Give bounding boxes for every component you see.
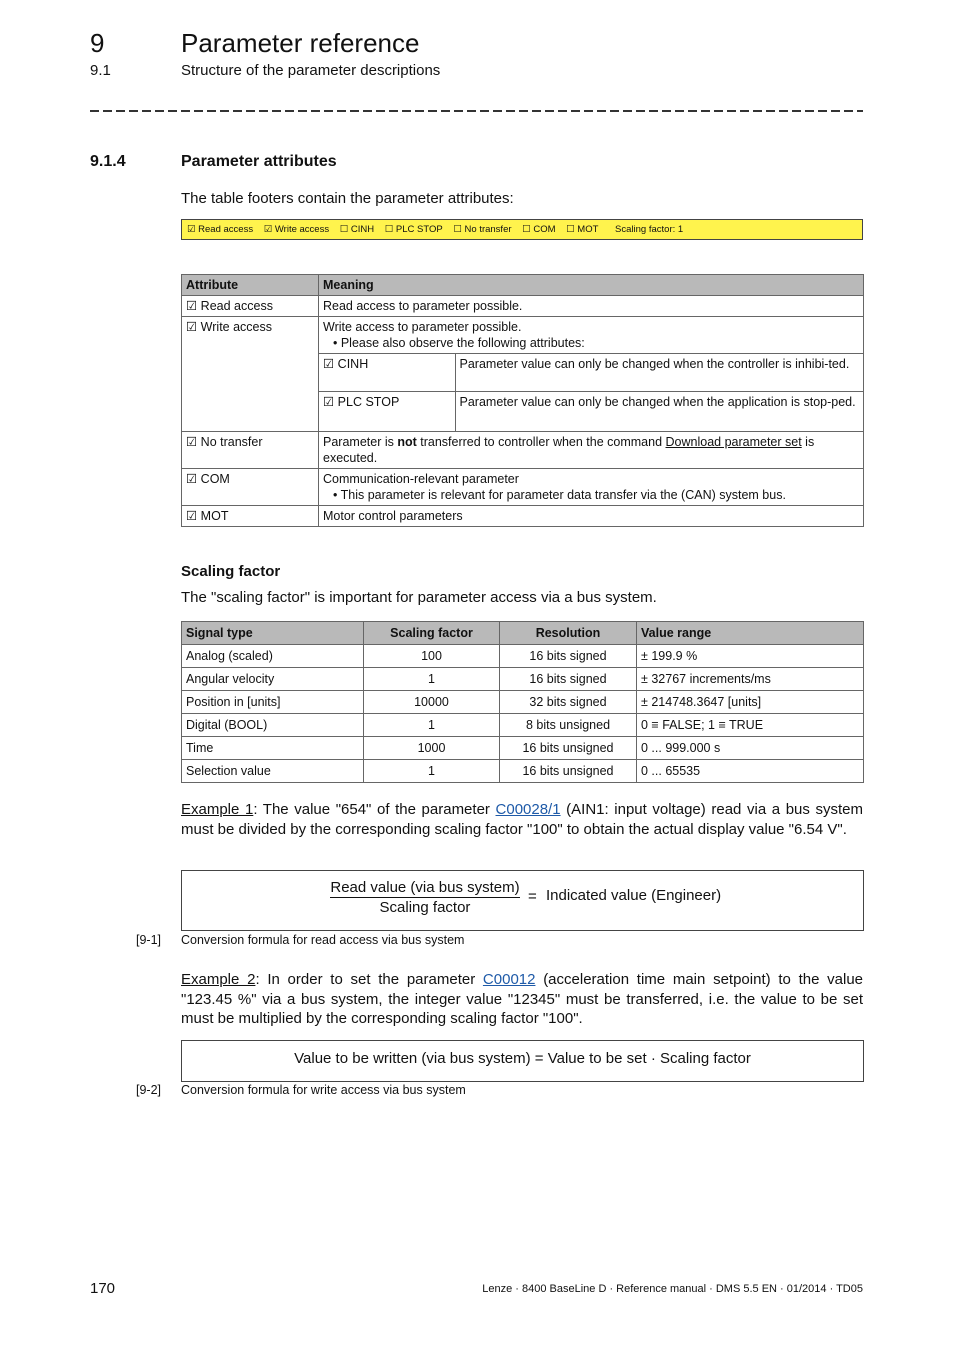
scaling-factor-cell: 10000 — [364, 691, 500, 714]
meaning-text: Write access to parameter possible. — [323, 320, 522, 334]
example-1-paragraph — [181, 800, 863, 839]
table-header: Meaning — [319, 275, 864, 296]
scaling-title: Scaling factor — [181, 563, 281, 580]
table-row — [182, 645, 864, 668]
scaling-factor-cell: 1 — [364, 668, 500, 691]
formula-numerator: Read value (via bus system) — [330, 879, 520, 896]
parameter-link-c00012[interactable]: C00012 — [482, 971, 536, 988]
value-range-cell: 0 ... 65535 — [637, 760, 864, 783]
signal-type-cell: Angular velocity — [182, 668, 364, 691]
table-row — [182, 317, 864, 432]
formula-result: Indicated value (Engineer) — [546, 887, 722, 904]
caption-text: Conversion formula for read access via bus system — [181, 933, 465, 947]
formula-fraction — [330, 879, 520, 916]
example-text: : In order to set the parameter — [255, 971, 483, 988]
footer-item: ☐ No transfer — [453, 224, 512, 235]
meaning-bullet: • This parameter is relevant for parameter data transfer via the (CAN) system bus. — [333, 487, 786, 502]
table-row — [182, 714, 864, 737]
footer-item: ☑ Write access — [263, 224, 330, 235]
example-text: : The value "654" of the parameter — [253, 801, 496, 818]
footer-item: ☐ PLC STOP — [384, 224, 443, 235]
section-title: Structure of the parameter descriptions — [181, 62, 441, 79]
caption-number: [9-1] — [136, 933, 162, 947]
table-row — [182, 468, 864, 505]
resolution-cell: 16 bits signed — [500, 645, 637, 668]
table-row — [182, 760, 864, 783]
example-label: Example 1 — [181, 801, 254, 818]
meaning-text: Parameter is — [323, 434, 398, 449]
sub-attributes-table — [319, 353, 863, 431]
attributes-table — [181, 274, 864, 527]
meaning-cell: Motor control parameters — [319, 505, 864, 526]
table-row — [182, 668, 864, 691]
footer-item: ☑ Read access — [187, 224, 254, 235]
table-row — [182, 505, 864, 526]
signal-type-cell: Analog (scaled) — [182, 645, 364, 668]
table-header: Resolution — [500, 622, 637, 645]
download-parameter-set-link[interactable]: Download parameter set — [665, 434, 802, 449]
write-formula-box — [181, 1040, 864, 1082]
example-2-paragraph — [181, 970, 863, 1029]
attr-cell: ☑ CINH — [319, 354, 455, 392]
value-range-cell: ± 32767 increments/ms — [637, 668, 864, 691]
footer-scaling: Scaling factor: 1 — [615, 224, 684, 235]
table-header: Value range — [637, 622, 864, 645]
scaling-factor-cell: 100 — [364, 645, 500, 668]
subsection-number: 9.1.4 — [90, 153, 126, 170]
example-text: (acceleration time main setpoint) to the value "123.45 %" via a bus system, the integer value "12345" must be transferred, i.e. the value to be set must be multiplied by the corresponding scaling factor "100". — [181, 971, 863, 1027]
table-row — [182, 691, 864, 714]
read-formula-box — [181, 870, 864, 931]
signal-type-cell: Digital (BOOL) — [182, 714, 364, 737]
meaning-text: transferred to controller when the command — [416, 434, 666, 449]
parameter-link-c00028[interactable]: C00028/1 — [495, 801, 561, 818]
table-header: Attribute — [182, 275, 319, 296]
scaling-description: The "scaling factor" is important for parameter access via a bus system. — [181, 589, 657, 606]
attr-cell: ☑ Write access — [182, 317, 319, 432]
section-number: 9.1 — [90, 62, 111, 79]
table-row — [182, 431, 864, 468]
attr-cell: ☑ No transfer — [182, 431, 319, 468]
footer-item: ☐ MOT — [566, 224, 599, 235]
scaling-table — [181, 621, 864, 783]
example-text: (AIN1: input voltage) read via a bus system must be divided by the corresponding scaling factor "100" to obtain the actual display value "6.54 V". — [181, 801, 863, 838]
scaling-factor-cell: 1 — [364, 760, 500, 783]
attr-cell: ☑ MOT — [182, 505, 319, 526]
meaning-cell: Parameter value can only be changed when the application is stop-ped. — [455, 392, 863, 431]
formula-equals: = — [528, 888, 537, 905]
attribute-footer-example — [181, 219, 863, 240]
table-header: Signal type — [182, 622, 364, 645]
meaning-text: is executed. — [323, 434, 815, 465]
meaning-bold: not — [397, 434, 417, 449]
meaning-bullet: • Please also observe the following attributes: — [333, 336, 585, 350]
signal-type-cell: Time — [182, 737, 364, 760]
meaning-text: Communication-relevant parameter — [323, 471, 519, 486]
resolution-cell: 16 bits unsigned — [500, 760, 637, 783]
meaning-cell — [319, 468, 864, 505]
header-divider — [90, 110, 863, 112]
meaning-cell: Parameter value can only be changed when the controller is inhibi-ted. — [455, 354, 863, 392]
resolution-cell: 32 bits signed — [500, 691, 637, 714]
value-range-cell: 0 ≡ FALSE; 1 ≡ TRUE — [637, 714, 864, 737]
table-row — [182, 737, 864, 760]
attr-cell: ☑ COM — [182, 468, 319, 505]
document-footer: Lenze · 8400 BaseLine D · Reference manual · DMS 5.5 EN · 01/2014 · TD05 — [482, 1283, 863, 1295]
resolution-cell: 8 bits unsigned — [500, 714, 637, 737]
table-row — [319, 354, 863, 392]
caption-number: [9-2] — [136, 1083, 162, 1097]
caption-text: Conversion formula for write access via bus system — [181, 1083, 466, 1097]
meaning-cell — [319, 317, 864, 432]
resolution-cell: 16 bits signed — [500, 668, 637, 691]
table-row — [319, 392, 863, 431]
table-row — [182, 296, 864, 317]
scaling-factor-cell: 1000 — [364, 737, 500, 760]
chapter-number: 9 — [90, 28, 105, 58]
formula-denominator: Scaling factor — [379, 899, 471, 916]
signal-type-cell: Position in [units] — [182, 691, 364, 714]
attr-cell: ☑ PLC STOP — [319, 392, 455, 431]
intro-text: The table footers contain the parameter attributes: — [181, 190, 514, 207]
footer-item: ☐ COM — [522, 224, 556, 235]
value-range-cell: ± 214748.3647 [units] — [637, 691, 864, 714]
chapter-title: Parameter reference — [181, 28, 420, 58]
meaning-cell: Read access to parameter possible. — [319, 296, 864, 317]
footer-item: ☐ CINH — [339, 224, 375, 235]
subsection-title: Parameter attributes — [181, 153, 337, 170]
resolution-cell: 16 bits unsigned — [500, 737, 637, 760]
value-range-cell: ± 199.9 % — [637, 645, 864, 668]
meaning-cell — [319, 431, 864, 468]
formula-line: Value to be written (via bus system) = Value to be set · Scaling factor — [294, 1050, 751, 1067]
page-number: 170 — [90, 1280, 116, 1297]
example-label: Example 2 — [181, 971, 256, 988]
scaling-factor-cell: 1 — [364, 714, 500, 737]
attr-cell: ☑ Read access — [182, 296, 319, 317]
table-header: Scaling factor — [364, 622, 500, 645]
signal-type-cell: Selection value — [182, 760, 364, 783]
value-range-cell: 0 ... 999.000 s — [637, 737, 864, 760]
